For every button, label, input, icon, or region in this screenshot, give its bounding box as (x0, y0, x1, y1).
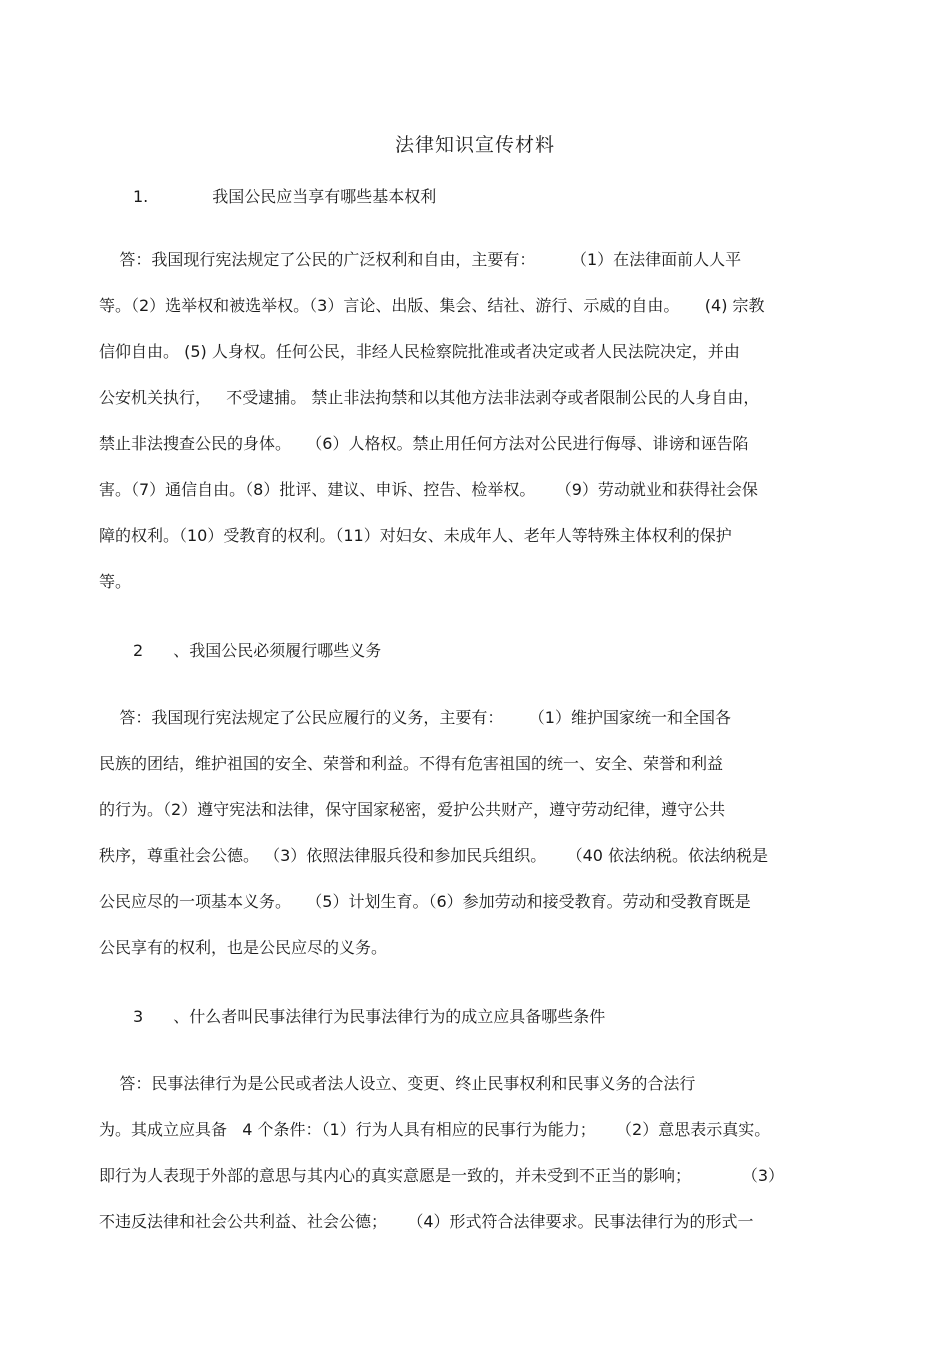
question-number: 2 (133, 641, 144, 660)
question-3 (133, 1004, 605, 1027)
answer-line: 等。（2）选举权和被选举权。（3）言论、出版、集会、结社、游行、示威的自由。 (4) 宗教 (99, 296, 765, 315)
question-number: 3 (133, 1007, 144, 1026)
answer-line: 答：我国现行宪法规定了公民的广泛权利和自由，主要有： （1）在法律面前人人平 (99, 250, 742, 269)
answer-line: 答：我国现行宪法规定了公民应履行的义务，主要有： （1）维护国家统一和全国各 (99, 708, 731, 727)
question-text: 、我国公民必须履行哪些义务 (173, 641, 382, 660)
answer-line: 即行为人表现于外部的意思与其内心的真实意愿是一致的，并未受到不正当的影响； （3） (99, 1166, 785, 1185)
question-1 (133, 184, 436, 207)
answer-line: 答：民事法律行为是公民或者法人设立、变更、终止民事权利和民事义务的合法行 (99, 1074, 696, 1093)
answer-line: 不违反法律和社会公共利益、社会公德； （4）形式符合法律要求。民事法律行为的形式一 (99, 1212, 754, 1231)
question-number: 1. (133, 187, 149, 206)
answer-line: 信仰自由。 (5) 人身权。任何公民，非经人民检察院批准或者决定或者人民法院决定，并由 (99, 342, 740, 361)
answer-line: 的行为。（2）遵守宪法和法律，保守国家秘密，爱护公共财产，遵守劳动纪律，遵守公共 (99, 800, 726, 819)
question-text: 、什么者叫民事法律行为民事法律行为的成立应具备哪些条件 (173, 1007, 606, 1026)
question-2 (133, 638, 381, 661)
answer-line: 禁止非法搜查公民的身体。 （6）人格权。禁止用任何方法对公民进行侮辱、诽谤和诬告陷 (99, 434, 749, 453)
answer-line: 等。 (99, 572, 132, 591)
answer-line: 公安机关执行， 不受逮捕。 禁止非法拘禁和以其他方法非法剥夺或者限制公民的人身自由， (99, 388, 760, 407)
answer-line: 民族的团结，维护祖国的安全、荣誉和利益。不得有危害祖国的统一、安全、荣誉和利益 (99, 754, 724, 773)
answer-line: 害。（7）通信自由。（8）批评、建议、申诉、控告、检举权。 （9）劳动就业和获得社会保 (99, 480, 758, 499)
answer-line: 为。其成立应具备 4 个条件：（1）行为人具有相应的民事行为能力； （2）意思表示真实。 (99, 1120, 771, 1139)
answer-line: 障的权利。（10）受教育的权利。（11）对妇女、未成年人、老年人等特殊主体权利的保护 (99, 526, 732, 545)
answer-line: 公民享有的权利，也是公民应尽的义务。 (99, 938, 388, 957)
question-text: 我国公民应当享有哪些基本权利 (212, 187, 437, 206)
page-title: 法律知识宣传材料 (394, 134, 555, 156)
answer-line: 秩序，尊重社会公德。 （3）依照法律服兵役和参加民兵组织。 （40 依法纳税。依法纳税是 (99, 846, 769, 865)
answer-line: 公民应尽的一项基本义务。 （5）计划生育。（6）参加劳动和接受教育。劳动和受教育既是 (99, 892, 751, 911)
